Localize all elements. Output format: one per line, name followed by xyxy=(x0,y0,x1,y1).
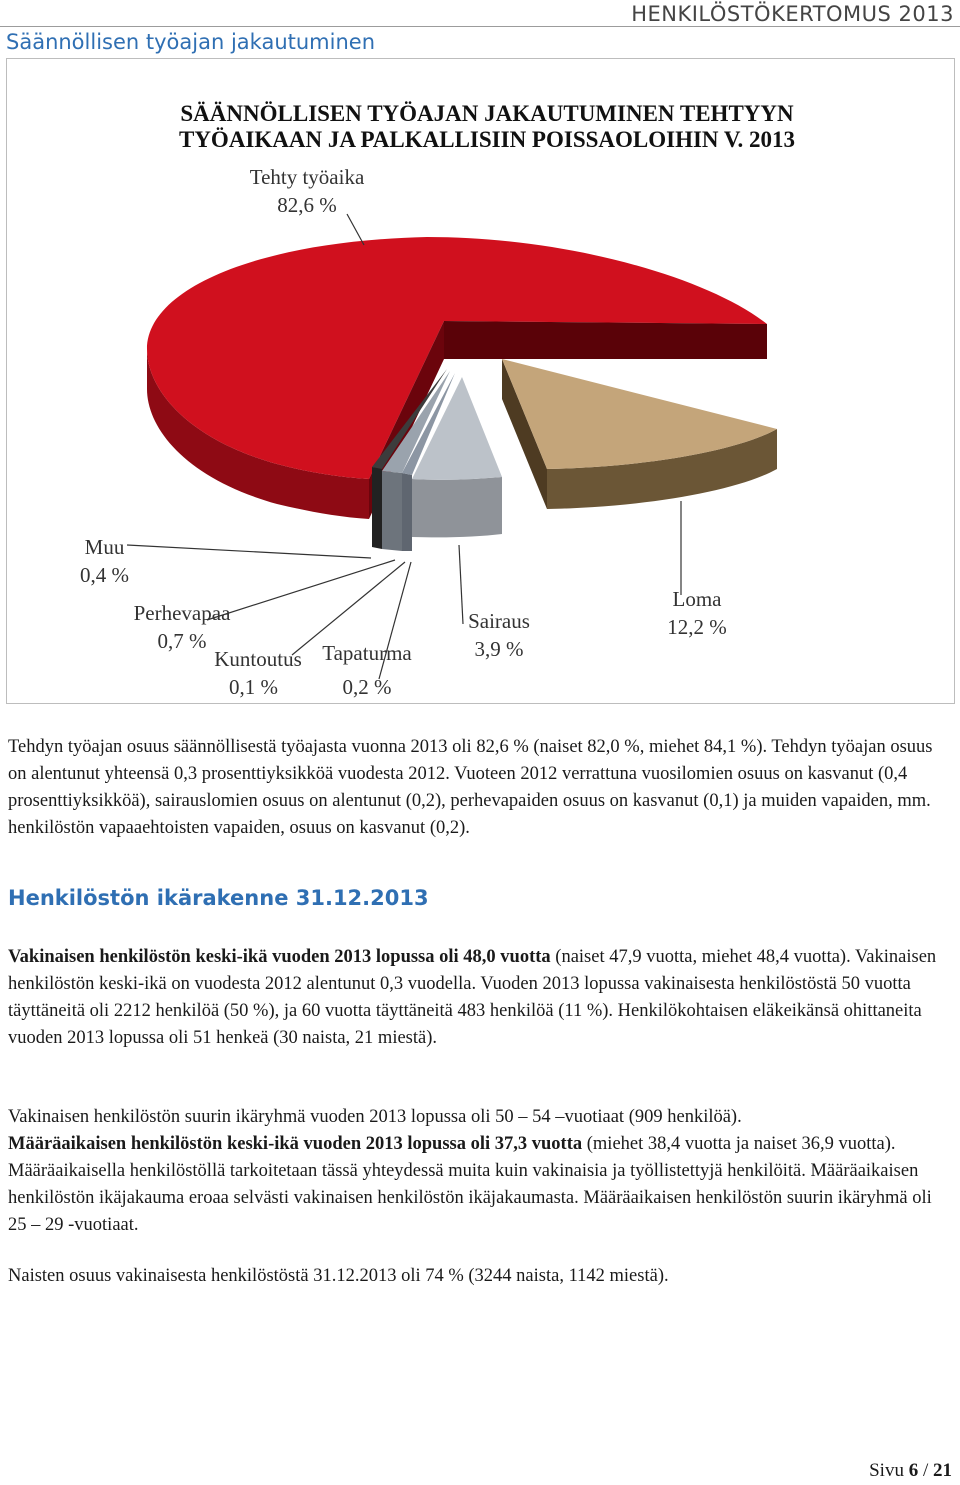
label-kuntoutus xyxy=(199,645,317,701)
label-kuntoutus-name: Kuntoutus xyxy=(214,647,302,671)
paragraph-3 xyxy=(8,1131,954,1239)
report-title: HENKILÖSTÖKERTOMUS 2013 xyxy=(631,2,954,26)
page-current: 6 xyxy=(908,1460,919,1481)
label-sairaus xyxy=(449,607,549,663)
heading-ikarakenne: Henkilöstön ikärakenne 31.12.2013 xyxy=(8,886,429,910)
slice-side-sairaus xyxy=(412,477,502,537)
label-loma-value: 12,2 % xyxy=(667,615,727,639)
label-tapaturma xyxy=(307,639,427,701)
paragraph-2-bold: Vakinaisen henkilöstön keski-ikä vuoden 2013 lopussa oli 48,0 vuotta xyxy=(8,947,551,967)
page-separator: / xyxy=(918,1460,933,1481)
label-sairaus-value: 3,9 % xyxy=(474,637,524,661)
label-tapaturma-value: 0,2 % xyxy=(342,675,392,699)
label-sairaus-name: Sairaus xyxy=(468,609,530,633)
paragraph-ikaryhmat xyxy=(8,1104,954,1239)
slice-side-tapaturma xyxy=(402,473,412,551)
paragraph-2 xyxy=(8,944,954,1052)
header-divider xyxy=(0,26,960,27)
chart-title-line-1: SÄÄNNÖLLISEN TYÖAJAN JAKAUTUMINEN TEHTYYN xyxy=(180,101,794,126)
paragraph-keski-ika xyxy=(8,944,954,1052)
label-loma-name: Loma xyxy=(672,587,722,611)
page-header xyxy=(0,0,960,62)
label-muu-name: Muu xyxy=(84,535,125,559)
pie-chart xyxy=(6,58,955,704)
label-perhevapaa-name: Perhevapaa xyxy=(133,601,231,625)
label-muu xyxy=(57,533,152,589)
slice-inner-tehty xyxy=(444,321,767,359)
label-tehty-name: Tehty työaika xyxy=(249,165,365,189)
page-number xyxy=(869,1460,952,1482)
paragraph-3-line-1: Vakinaisen henkilöstön suurin ikäryhmä vuoden 2013 lopussa oli 50 – 54 –vuotiaat (909 henkilöä). xyxy=(8,1107,742,1127)
leader-muu xyxy=(127,545,371,558)
paragraph-1-text: Tehdyn työajan osuus säännöllisestä työajasta vuonna 2013 oli 82,6 % (naiset 82,0 %, miehet 84,1 %). Tehdyn työajan osuus on alentunut yhteensä 0,3 prosenttiyksikköä vuodesta 2012. Vuoteen 2012 verrattuna vuosilomien osuus on kasvanut (0,4 prosenttiyksikköä), sairauslomien osuus on alentunut (0,2), perhevapaiden osuus on kasvanut (0,1) ja muiden vapaiden, mm. henkilöstön vapaaehtoisten vapaiden, osuus on kasvanut (0,2). xyxy=(8,737,933,838)
paragraph-2-rest: (naiset 47,9 vuotta, miehet 48,4 vuotta). Vakinaisen henkilöstön keski-ikä on vuodesta 2012 alentunut 0,3 vuodella. Vuoden 2013 lopussa vakinaisesta henkilöstöstä 50 vuotta täyttäneitä oli 2212 henkilöä (50 %), ja 60 vuotta täyttäneitä 483 henkilöä (11 %). Henkilökohtaisen eläkeikänsä ohittaneita vuoden 2013 lopussa oli 51 henkeä (30 naista, 21 miestä). xyxy=(8,947,937,1048)
slice-side-perhevapaa xyxy=(382,471,402,551)
label-kuntoutus-value: 0,1 % xyxy=(229,675,278,699)
page-total: 21 xyxy=(933,1460,952,1481)
page-prefix: Sivu xyxy=(869,1460,909,1481)
section-title: Säännöllisen työajan jakautuminen xyxy=(6,30,375,54)
paragraph-3-rest: (miehet 38,4 vuotta ja naiset 36,9 vuotta). Määräaikaisella henkilöstöllä tarkoitetaan tässä yhteydessä muita kuin vakinaisia ja työllistettyjä henkilöitä. Määräaikaisen henkilöstön ikäjakauma eroaa selvästi vakinaisen henkilöstön ikäjakaumasta. Määräaikaisen henkilöstön suurin ikäryhmä oli 25 – 29 -vuotiaat. xyxy=(8,1134,932,1235)
label-tehty-value: 82,6 % xyxy=(277,193,337,217)
label-tehty-tyoaika xyxy=(237,163,377,219)
slice-side-muu xyxy=(372,467,382,549)
label-muu-value: 0,4 % xyxy=(80,563,129,587)
label-tapaturma-name: Tapaturma xyxy=(322,641,412,665)
label-loma xyxy=(647,585,747,641)
paragraph-4-text: Naisten osuus vakinaisesta henkilöstöstä 31.12.2013 oli 74 % (3244 naista, 1142 miestä). xyxy=(8,1266,669,1286)
chart-title-line-2: TYÖAIKAAN JA PALKALLISIIN POISSAOLOIHIN V. 2013 xyxy=(178,127,796,152)
chart-title xyxy=(157,101,817,153)
paragraph-naisten-osuus xyxy=(8,1263,954,1290)
label-perhevapaa-value: 0,7 % xyxy=(157,629,207,653)
paragraph-3-bold: Määräaikaisen henkilöstön keski-ikä vuoden 2013 lopussa oli 37,3 vuotta xyxy=(8,1134,583,1154)
paragraph-tehty-tyoaika xyxy=(8,734,954,842)
